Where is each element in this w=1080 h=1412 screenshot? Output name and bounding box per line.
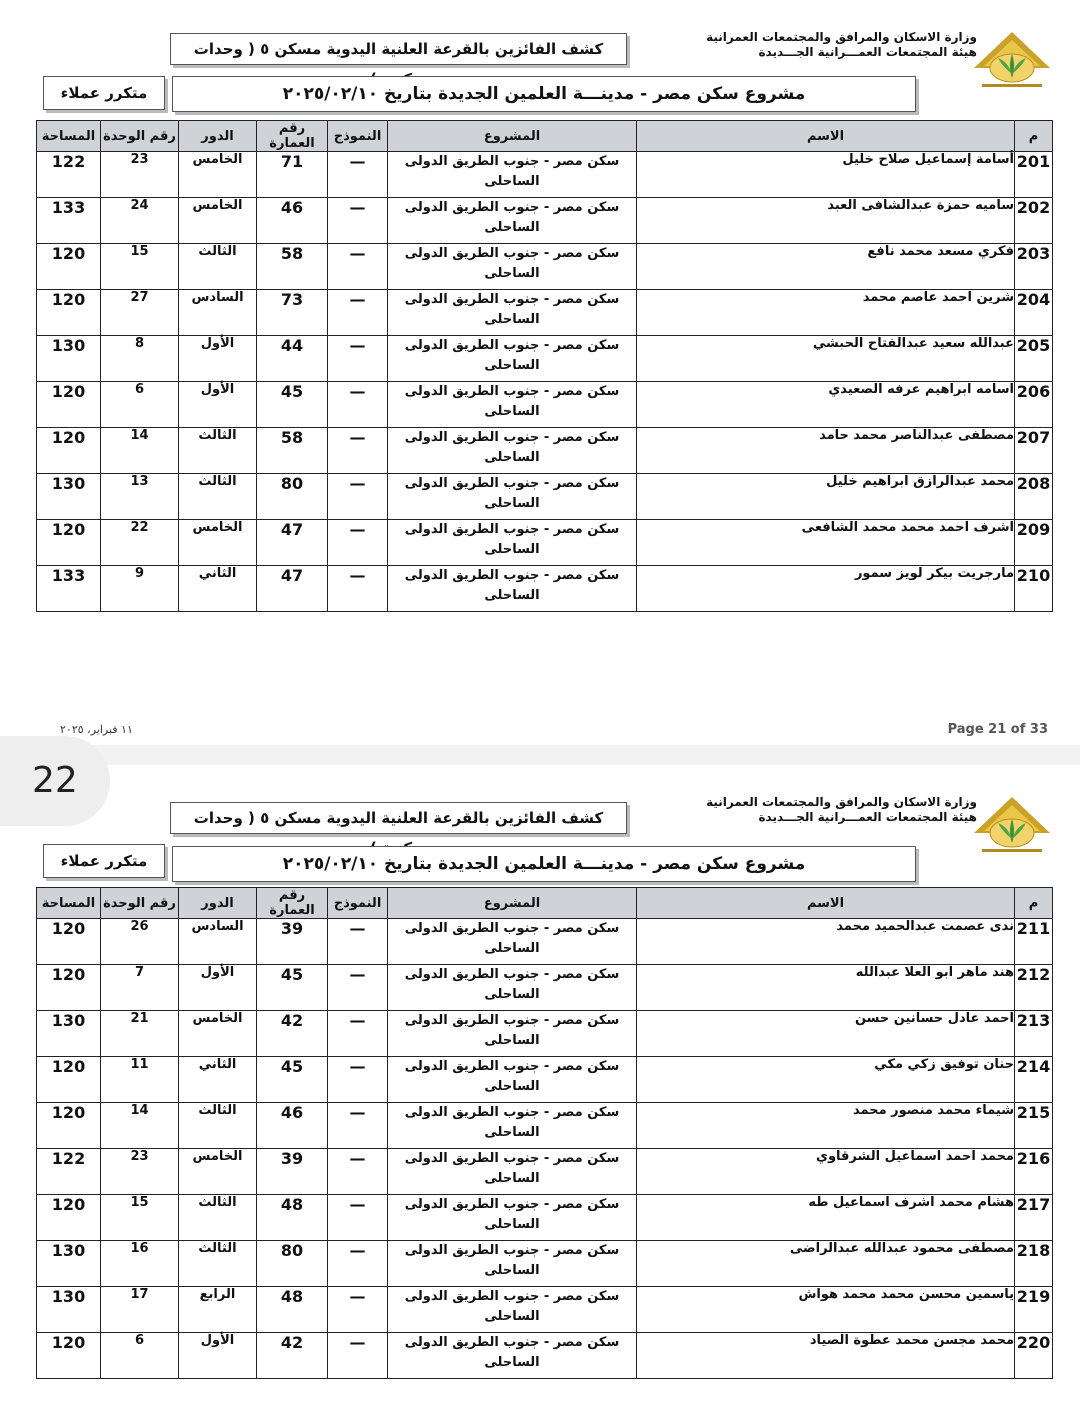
cell-area: 122 [37, 152, 101, 198]
cell-name: فكري مسعد محمد نافع [637, 244, 1015, 290]
cell-project: سكن مصر - جنوب الطريق الدولى الساحلى [388, 520, 637, 566]
cell-index: 217 [1015, 1195, 1053, 1241]
cell-building: 71 [257, 152, 328, 198]
table-body [37, 919, 1053, 1379]
cell-floor: الأول [179, 382, 257, 428]
cell-model: — [328, 965, 388, 1011]
table-row [37, 382, 1053, 428]
cell-unit: 22 [101, 520, 179, 566]
table-row [37, 1103, 1053, 1149]
page-separator [0, 745, 1080, 765]
col-area: المساحة [37, 888, 101, 919]
cell-name: احمد عادل حسانين حسن [637, 1011, 1015, 1057]
cell-name: هشام محمد اشرف اسماعيل طه [637, 1195, 1015, 1241]
cell-area: 120 [37, 428, 101, 474]
cell-index: 205 [1015, 336, 1053, 382]
cell-floor: الأول [179, 1333, 257, 1379]
cell-project: سكن مصر - جنوب الطريق الدولى الساحلى [388, 1241, 637, 1287]
cell-project: سكن مصر - جنوب الطريق الدولى الساحلى [388, 1103, 637, 1149]
cell-project: سكن مصر - جنوب الطريق الدولى الساحلى [388, 1011, 637, 1057]
cell-unit: 21 [101, 1011, 179, 1057]
table-body [37, 152, 1053, 612]
authority-name: هيئة المجتمعات العمـــرانية الجـــديدة [758, 45, 977, 59]
cell-index: 220 [1015, 1333, 1053, 1379]
table-row [37, 520, 1053, 566]
cell-unit: 24 [101, 198, 179, 244]
cell-building: 39 [257, 919, 328, 965]
col-unit: رقم الوحدة [101, 121, 179, 152]
cell-area: 120 [37, 244, 101, 290]
col-index: م [1015, 888, 1053, 919]
cell-area: 130 [37, 474, 101, 520]
cell-model: — [328, 428, 388, 474]
table-row [37, 428, 1053, 474]
cell-index: 204 [1015, 290, 1053, 336]
col-building: رقم العمارة [257, 121, 328, 152]
cell-index: 212 [1015, 965, 1053, 1011]
cell-floor: الثالث [179, 1103, 257, 1149]
cell-floor: الخامس [179, 1149, 257, 1195]
document-title: كشف الفائزين بالقرعة العلنية اليدوية مسكن ٥ ( وحدات [170, 33, 627, 65]
cell-floor: الثالث [179, 244, 257, 290]
cell-name: اسامه ابراهيم عرفه الصعيدي [637, 382, 1015, 428]
cell-unit: 13 [101, 474, 179, 520]
col-area: المساحة [37, 121, 101, 152]
cell-area: 120 [37, 382, 101, 428]
cell-floor: السادس [179, 290, 257, 336]
cell-project: سكن مصر - جنوب الطريق الدولى الساحلى [388, 244, 637, 290]
cell-area: 120 [37, 965, 101, 1011]
cell-floor: الخامس [179, 198, 257, 244]
cell-name: هند ماهر ابو العلا عبدالله [637, 965, 1015, 1011]
cell-name: ساميه حمزة عبدالشافى العبد [637, 198, 1015, 244]
cell-index: 213 [1015, 1011, 1053, 1057]
cell-floor: الأول [179, 336, 257, 382]
cell-project: سكن مصر - جنوب الطريق الدولى الساحلى [388, 336, 637, 382]
cell-building: 46 [257, 1103, 328, 1149]
ministry-name: وزارة الاسكان والمرافق والمجتمعات العمرانية [706, 795, 977, 809]
cell-name: اشرف احمد محمد محمد الشافعى [637, 520, 1015, 566]
table-row [37, 566, 1053, 612]
table-row [37, 244, 1053, 290]
cell-model: — [328, 1241, 388, 1287]
cell-project: سكن مصر - جنوب الطريق الدولى الساحلى [388, 428, 637, 474]
cell-floor: الثاني [179, 1057, 257, 1103]
cell-project: سكن مصر - جنوب الطريق الدولى الساحلى [388, 1195, 637, 1241]
col-building: رقم العمارة [257, 888, 328, 919]
cell-project: سكن مصر - جنوب الطريق الدولى الساحلى [388, 1333, 637, 1379]
col-unit: رقم الوحدة [101, 888, 179, 919]
cell-floor: الرابع [179, 1287, 257, 1333]
cell-floor: الخامس [179, 1011, 257, 1057]
table-row [37, 1195, 1053, 1241]
nuca-logo-icon [972, 795, 1052, 857]
table-row [37, 965, 1053, 1011]
cell-building: 47 [257, 566, 328, 612]
table-row [37, 1057, 1053, 1103]
cell-unit: 16 [101, 1241, 179, 1287]
cell-building: 47 [257, 520, 328, 566]
cell-name: محمد احمد اسماعيل الشرقاوي [637, 1149, 1015, 1195]
cell-name: مارجريت بيكر لويز سمور [637, 566, 1015, 612]
cell-unit: 26 [101, 919, 179, 965]
cell-unit: 9 [101, 566, 179, 612]
cell-index: 208 [1015, 474, 1053, 520]
table-row [37, 290, 1053, 336]
cell-model: — [328, 1103, 388, 1149]
cell-project: سكن مصر - جنوب الطريق الدولى الساحلى [388, 474, 637, 520]
cell-model: — [328, 290, 388, 336]
cell-area: 120 [37, 520, 101, 566]
table-row [37, 336, 1053, 382]
table-row [37, 919, 1053, 965]
cell-area: 130 [37, 1287, 101, 1333]
table-header-row [37, 121, 1053, 152]
winners-table [36, 120, 1053, 612]
cell-building: 73 [257, 290, 328, 336]
cell-floor: الثالث [179, 1195, 257, 1241]
cell-unit: 17 [101, 1287, 179, 1333]
cell-index: 203 [1015, 244, 1053, 290]
page-label: Page 21 of 33 [947, 722, 1048, 737]
ministry-name: وزارة الاسكان والمرافق والمجتمعات العمرانية [706, 30, 977, 44]
cell-area: 130 [37, 1241, 101, 1287]
cell-index: 207 [1015, 428, 1053, 474]
cell-index: 216 [1015, 1149, 1053, 1195]
cell-building: 42 [257, 1333, 328, 1379]
cell-area: 133 [37, 566, 101, 612]
project-title: مشروع سكن مصر - مدينـــة العلمين الجديدة بتاريخ ٢٠٢٥/٠٢/١٠ [172, 846, 916, 882]
cell-floor: الثاني [179, 566, 257, 612]
cell-area: 120 [37, 290, 101, 336]
cell-area: 120 [37, 919, 101, 965]
cell-project: سكن مصر - جنوب الطريق الدولى الساحلى [388, 152, 637, 198]
cell-model: — [328, 382, 388, 428]
duplicates-label: متكرر عملاء [43, 844, 165, 878]
cell-area: 122 [37, 1149, 101, 1195]
cell-index: 202 [1015, 198, 1053, 244]
project-title: مشروع سكن مصر - مدينـــة العلمين الجديدة بتاريخ ٢٠٢٥/٠٢/١٠ [172, 76, 916, 112]
cell-model: — [328, 1149, 388, 1195]
cell-model: — [328, 336, 388, 382]
winners-table [36, 887, 1053, 1379]
cell-name: شرين احمد عاصم محمد [637, 290, 1015, 336]
cell-index: 218 [1015, 1241, 1053, 1287]
cell-building: 44 [257, 336, 328, 382]
cell-area: 120 [37, 1333, 101, 1379]
col-model: النموذج [328, 121, 388, 152]
cell-index: 201 [1015, 152, 1053, 198]
cell-floor: الثالث [179, 428, 257, 474]
cell-building: 45 [257, 1057, 328, 1103]
organization-header [706, 30, 977, 60]
cell-model: — [328, 152, 388, 198]
cell-building: 42 [257, 1011, 328, 1057]
table-row [37, 198, 1053, 244]
authority-name: هيئة المجتمعات العمـــرانية الجـــديدة [758, 810, 977, 824]
cell-model: — [328, 244, 388, 290]
cell-name: محمد عبدالرازق ابراهيم خليل [637, 474, 1015, 520]
cell-area: 120 [37, 1057, 101, 1103]
cell-unit: 23 [101, 152, 179, 198]
document-title: كشف الفائزين بالقرعة العلنية اليدوية مسكن ٥ ( وحدات [170, 802, 627, 834]
cell-unit: 23 [101, 1149, 179, 1195]
cell-index: 219 [1015, 1287, 1053, 1333]
cell-unit: 15 [101, 244, 179, 290]
cell-area: 130 [37, 336, 101, 382]
cell-project: سكن مصر - جنوب الطريق الدولى الساحلى [388, 965, 637, 1011]
footer-date: ١١ فبراير، ٢٠٢٥ [60, 723, 133, 736]
cell-model: — [328, 520, 388, 566]
cell-unit: 14 [101, 428, 179, 474]
cell-model: — [328, 1195, 388, 1241]
table-row [37, 1149, 1053, 1195]
table-row [37, 474, 1053, 520]
cell-building: 48 [257, 1195, 328, 1241]
organization-header [706, 795, 977, 825]
col-model: النموذج [328, 888, 388, 919]
col-floor: الدور [179, 121, 257, 152]
cell-project: سكن مصر - جنوب الطريق الدولى الساحلى [388, 919, 637, 965]
cell-model: — [328, 474, 388, 520]
cell-building: 80 [257, 474, 328, 520]
cell-unit: 11 [101, 1057, 179, 1103]
col-name: الاسم [637, 888, 1015, 919]
table-row [37, 1011, 1053, 1057]
nuca-logo-icon [972, 30, 1052, 92]
cell-project: سكن مصر - جنوب الطريق الدولى الساحلى [388, 290, 637, 336]
cell-project: سكن مصر - جنوب الطريق الدولى الساحلى [388, 198, 637, 244]
cell-model: — [328, 198, 388, 244]
cell-project: سكن مصر - جنوب الطريق الدولى الساحلى [388, 566, 637, 612]
table-row [37, 1287, 1053, 1333]
cell-building: 58 [257, 244, 328, 290]
cell-unit: 6 [101, 1333, 179, 1379]
cell-name: مصطفى محمود عبدالله عبدالراضى [637, 1241, 1015, 1287]
col-project: المشروع [388, 121, 637, 152]
duplicates-label: متكرر عملاء [43, 76, 165, 110]
cell-name: شيماء محمد منصور محمد [637, 1103, 1015, 1149]
cell-index: 209 [1015, 520, 1053, 566]
col-floor: الدور [179, 888, 257, 919]
col-name: الاسم [637, 121, 1015, 152]
table-row [37, 1333, 1053, 1379]
cell-unit: 27 [101, 290, 179, 336]
cell-index: 210 [1015, 566, 1053, 612]
cell-index: 206 [1015, 382, 1053, 428]
cell-building: 46 [257, 198, 328, 244]
table-header-row [37, 888, 1053, 919]
cell-model: — [328, 566, 388, 612]
cell-area: 120 [37, 1195, 101, 1241]
cell-project: سكن مصر - جنوب الطريق الدولى الساحلى [388, 1149, 637, 1195]
cell-name: مصطفى عبدالناصر محمد حامد [637, 428, 1015, 474]
cell-project: سكن مصر - جنوب الطريق الدولى الساحلى [388, 1287, 637, 1333]
cell-building: 48 [257, 1287, 328, 1333]
cell-floor: الثالث [179, 1241, 257, 1287]
cell-name: محمد مجسن محمد عطوة الصياد [637, 1333, 1015, 1379]
cell-building: 80 [257, 1241, 328, 1287]
cell-name: ندى عصمت عبدالحميد محمد [637, 919, 1015, 965]
cell-building: 58 [257, 428, 328, 474]
cell-model: — [328, 1287, 388, 1333]
cell-index: 215 [1015, 1103, 1053, 1149]
cell-area: 120 [37, 1103, 101, 1149]
cell-floor: الخامس [179, 152, 257, 198]
cell-unit: 7 [101, 965, 179, 1011]
cell-name: حنان توفيق زكي مكي [637, 1057, 1015, 1103]
cell-area: 130 [37, 1011, 101, 1057]
cell-unit: 15 [101, 1195, 179, 1241]
cell-floor: الأول [179, 965, 257, 1011]
cell-building: 45 [257, 382, 328, 428]
cell-project: سكن مصر - جنوب الطريق الدولى الساحلى [388, 382, 637, 428]
cell-model: — [328, 1333, 388, 1379]
cell-name: ياسمين محسن محمد محمد هواش [637, 1287, 1015, 1333]
cell-building: 39 [257, 1149, 328, 1195]
col-index: م [1015, 121, 1053, 152]
table-row [37, 152, 1053, 198]
cell-building: 45 [257, 965, 328, 1011]
cell-area: 133 [37, 198, 101, 244]
cell-unit: 14 [101, 1103, 179, 1149]
cell-floor: الثالث [179, 474, 257, 520]
table-row [37, 1241, 1053, 1287]
cell-name: أسامة إسماعيل صلاح خليل [637, 152, 1015, 198]
cell-model: — [328, 1011, 388, 1057]
cell-unit: 8 [101, 336, 179, 382]
document-page-2 [0, 765, 1080, 1412]
cell-model: — [328, 919, 388, 965]
cell-index: 214 [1015, 1057, 1053, 1103]
cell-unit: 6 [101, 382, 179, 428]
cell-name: عبدالله سعيد عبدالفتاح الحبشي [637, 336, 1015, 382]
viewer-page-number: 22 [0, 736, 110, 826]
col-project: المشروع [388, 888, 637, 919]
cell-model: — [328, 1057, 388, 1103]
cell-floor: الخامس [179, 520, 257, 566]
cell-index: 211 [1015, 919, 1053, 965]
cell-project: سكن مصر - جنوب الطريق الدولى الساحلى [388, 1057, 637, 1103]
cell-floor: السادس [179, 919, 257, 965]
